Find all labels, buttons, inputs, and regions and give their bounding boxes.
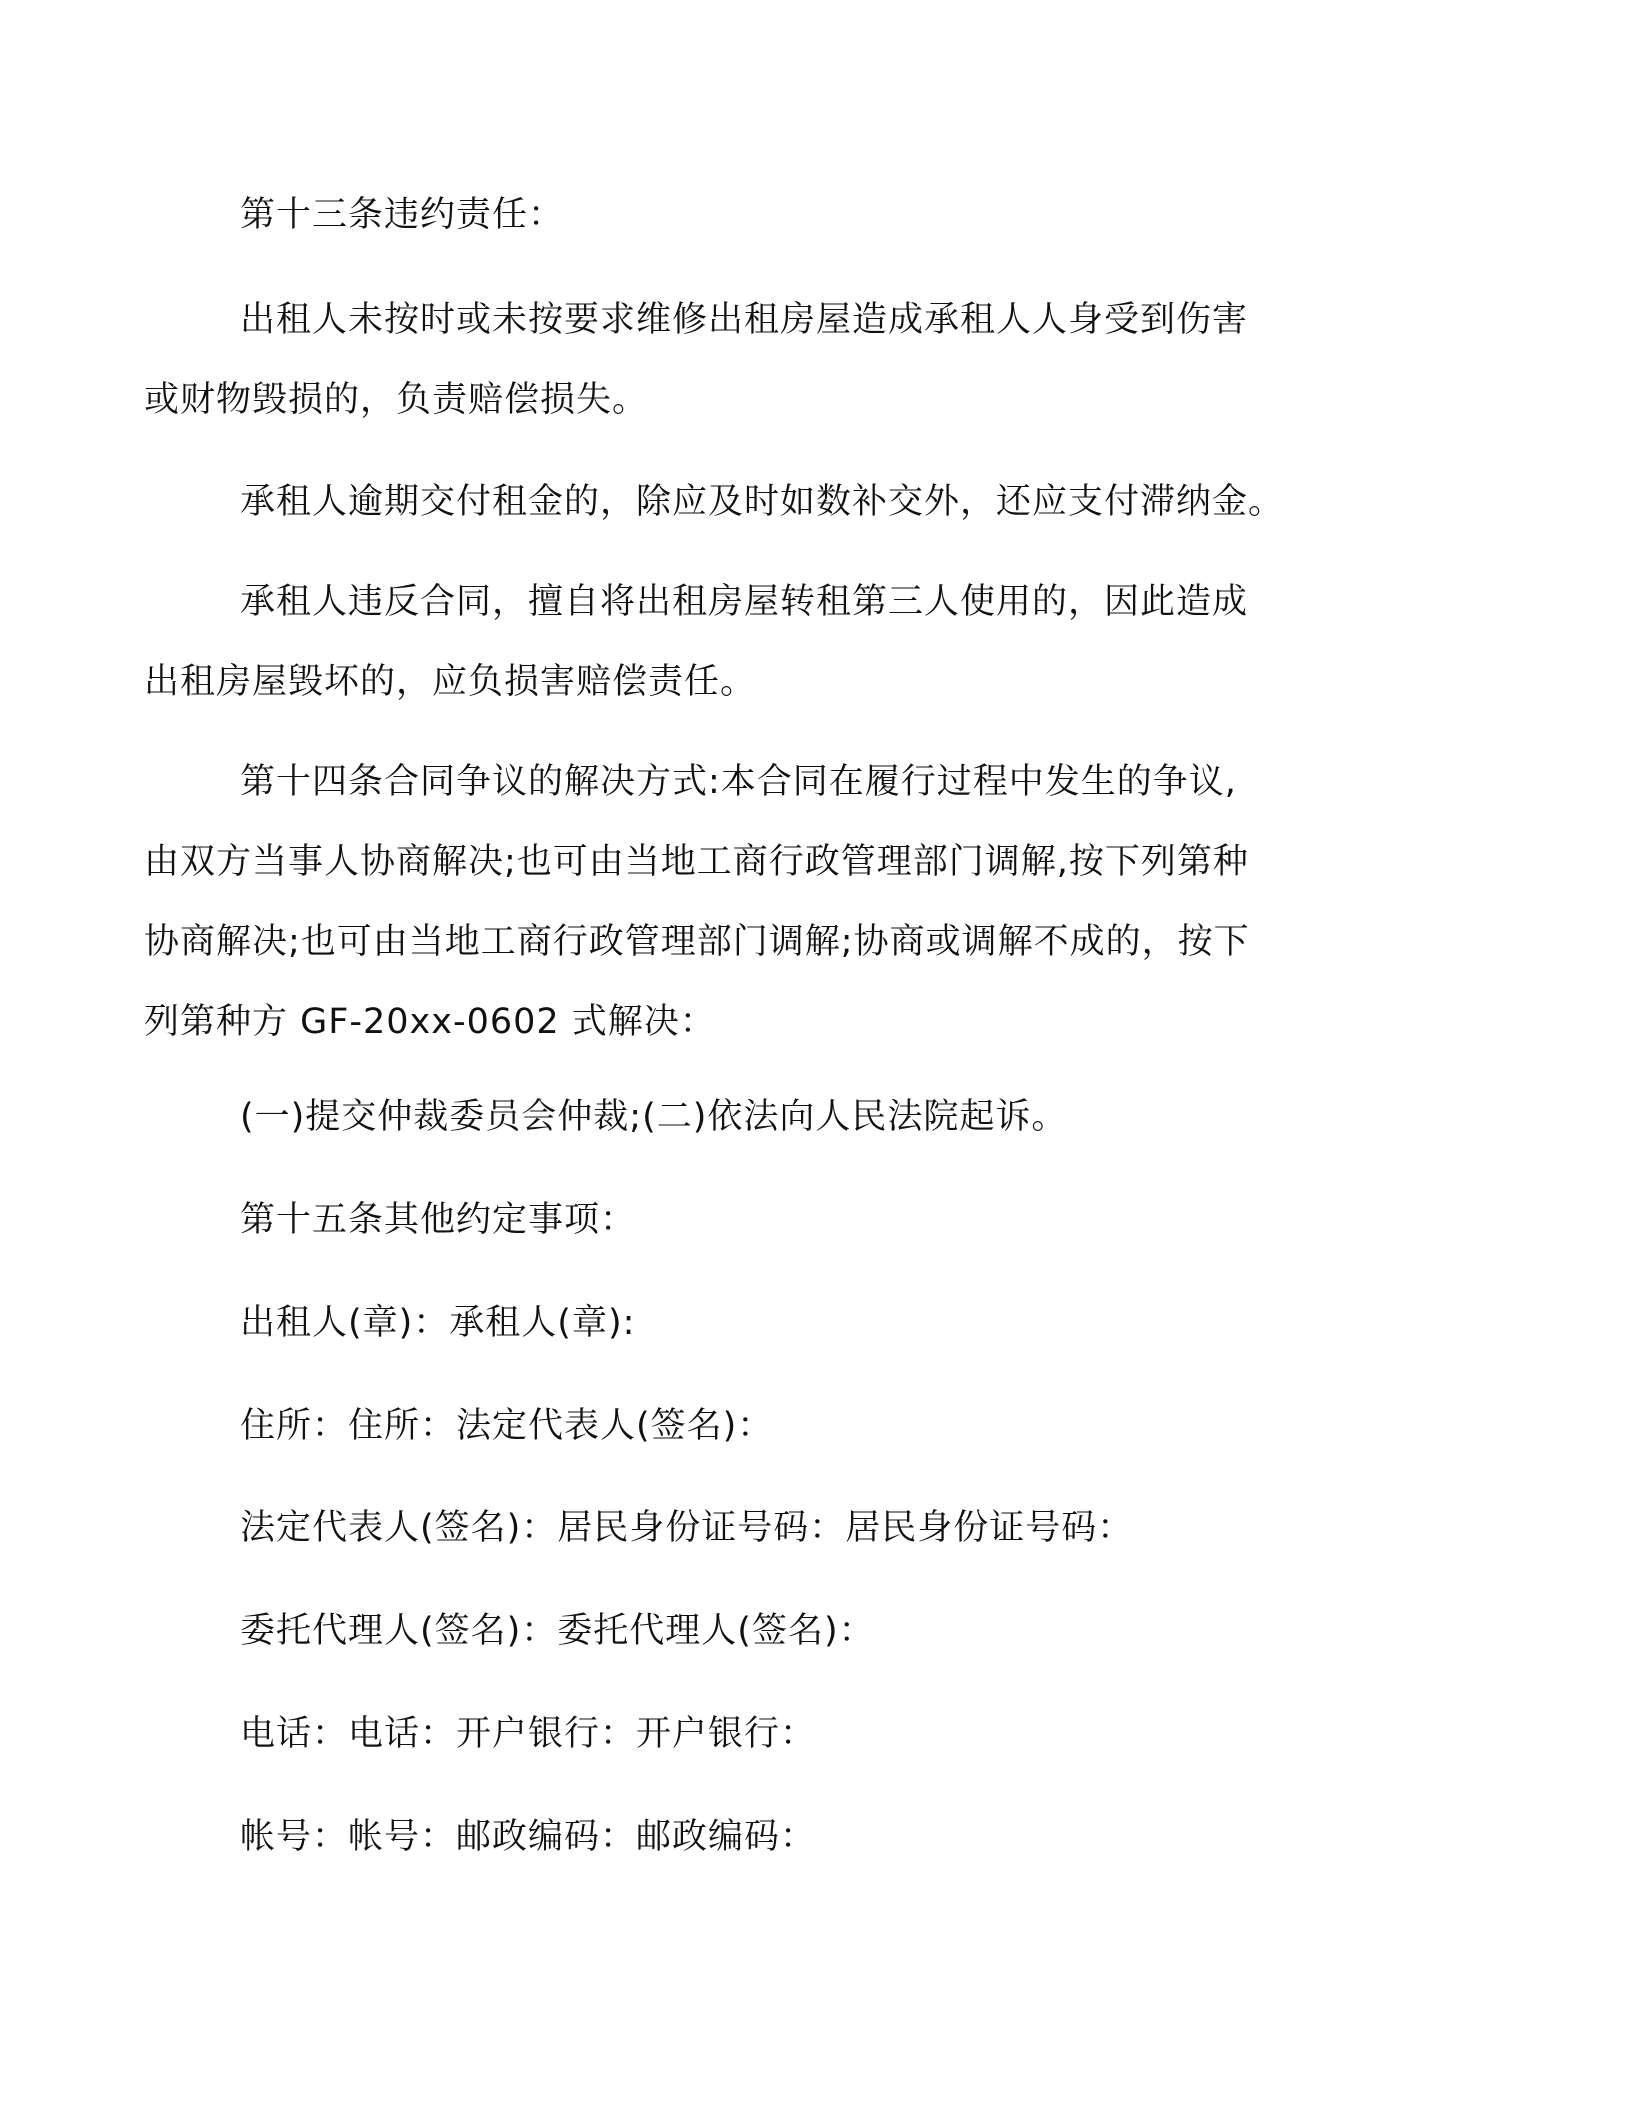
paragraph-line: 出租人(章)：承租人(章):: [240, 1303, 636, 1343]
signature-address: [240, 1386, 1380, 1466]
paragraph-line: (一)提交仲裁委员会仲裁;(二)依法向人民法院起诉。: [240, 1097, 1068, 1137]
paragraph-line: 第十五条其他约定事项：: [240, 1200, 637, 1240]
signature-account-postcode: [240, 1797, 1380, 1877]
paragraph-line: 承租人违反合同，擅自将出租房屋转租第三人使用的，因此造成: [240, 582, 1249, 622]
article-13-title: [240, 175, 1380, 255]
paragraph-line: 法定代表人(签名)：居民身份证号码：居民身份证号码：: [240, 1508, 1134, 1548]
paragraph-line: 出租房屋毁坏的，应负损害赔偿责任。: [144, 662, 757, 702]
paragraph-line: 承租人逾期交付租金的，除应及时如数补交外，还应支付滞纳金。: [240, 482, 1285, 522]
paragraph-line: 协商解决;也可由当地工商行政管理部门调解;协商或调解不成的，按下: [144, 922, 1250, 962]
paragraph-line: 电话：电话：开户银行：开户银行：: [240, 1714, 817, 1754]
sublet-violation: [144, 562, 1380, 722]
signature-legal-rep: [240, 1488, 1380, 1568]
paragraph-line: 由双方当事人协商解决;也可由当地工商行政管理部门调解,按下列第种: [144, 842, 1249, 882]
signature-phone-bank: [240, 1694, 1380, 1774]
lessor-repair-liability: [144, 280, 1380, 440]
article-15-other: [240, 1180, 1380, 1260]
signature-agent: [240, 1591, 1380, 1671]
paragraph-line: 出租人未按时或未按要求维修出租房屋造成承租人人身受到伤害: [240, 300, 1249, 340]
paragraph-line: 委托代理人(签名)：委托代理人(签名)：: [240, 1611, 875, 1651]
signature-seal: [240, 1283, 1380, 1363]
paragraph-line: 住所：住所：法定代表人(签名)：: [240, 1406, 774, 1446]
paragraph-line: 第十四条合同争议的解决方式:本合同在履行过程中发生的争议,: [240, 762, 1237, 802]
paragraph-line: 或财物毁损的，负责赔偿损失。: [144, 380, 649, 420]
dispute-options: [240, 1077, 1380, 1157]
late-rent: [240, 462, 1380, 542]
paragraph-line: 第十三条违约责任：: [240, 195, 565, 235]
paragraph-line: 帐号：帐号：邮政编码：邮政编码：: [240, 1817, 817, 1857]
paragraph-line: 列第种方 GF-20xx-0602 式解决：: [144, 1002, 716, 1042]
article-14-dispute: [144, 742, 1380, 1062]
